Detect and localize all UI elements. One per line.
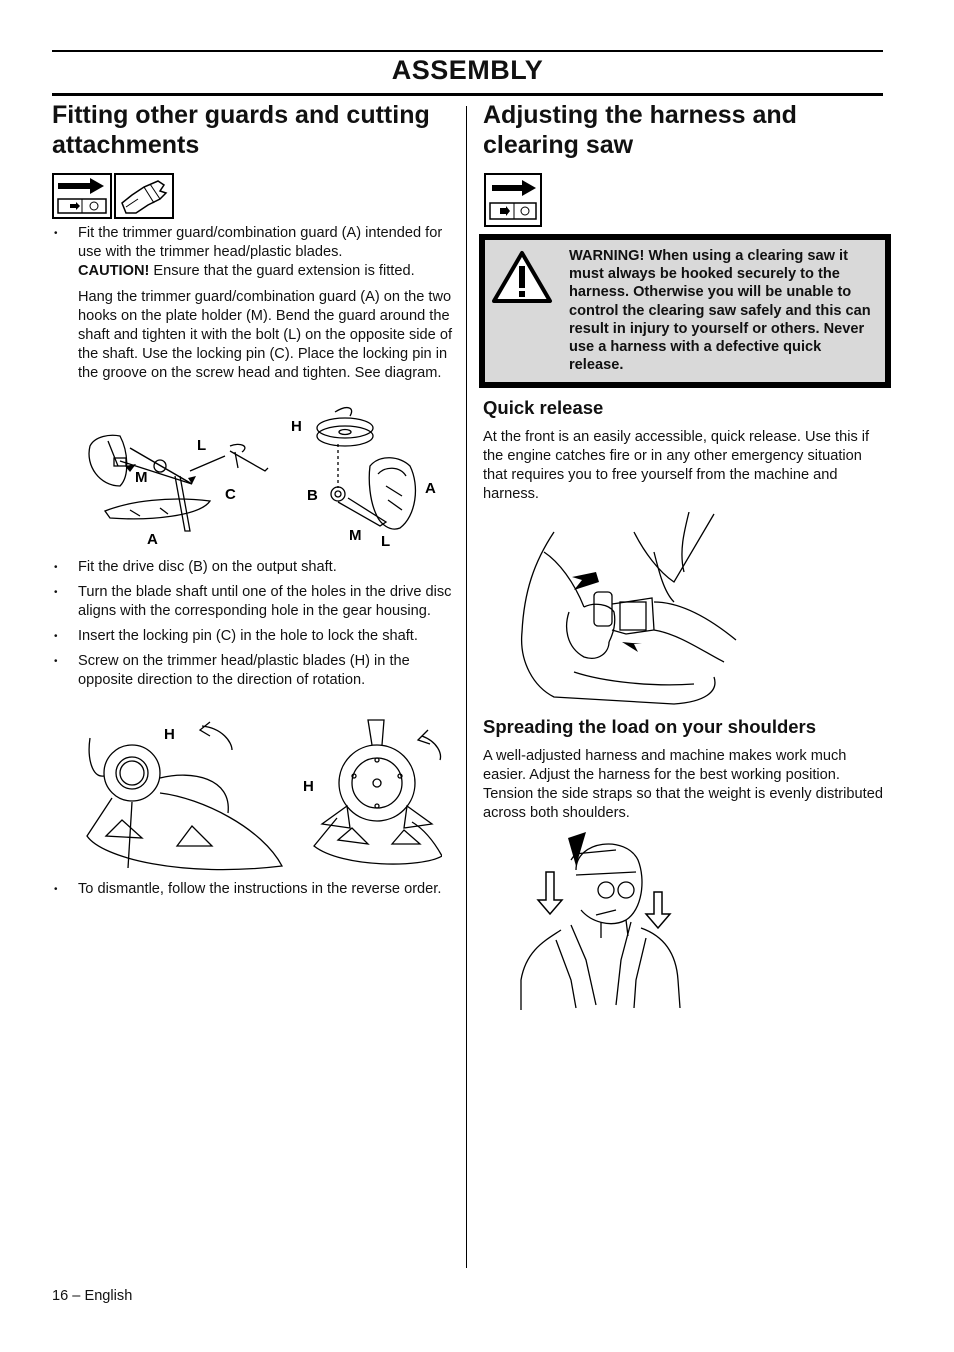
list-item [52,224,452,281]
quick-release-text: At the front is an easily accessible, quick release. Use this if the engine catches fire or in any other emergency situation that requires you to free yourself from the machine and harness. [483,429,870,502]
warning-triangle-icon [491,250,553,304]
right-heading: Adjusting the harness and clearing saw [483,101,797,159]
label-B: B [307,487,318,504]
label-M: M [135,469,148,486]
protective-glove-icon [114,173,174,219]
warning-box [479,234,891,388]
shoulder-load-illustration [516,830,686,1012]
quick-release-illustration [514,512,744,712]
left-paragraph: Hang the trimmer guard/combination guard (A) on the two hooks on the plate holder (M). Bend the guard around the shaft and tighten it with the bolt (L) on the opposite side of the shaft. Use the locking pin (C). Place the locking pin in the groove on the screw head and tighten. See diagram. [78,289,453,381]
label-H: H [291,418,302,435]
caution-text: Ensure that the guard extension is fitted. [149,263,415,279]
label-L: L [197,437,207,454]
bullet-text: Fit the trimmer guard/combination guard (A) intended for use with the trimmer head/plastic blades. [78,225,443,260]
label-H2: H [303,778,314,795]
quick-release-heading: Quick release [483,397,604,418]
page-footer: 16 – English [52,1288,133,1304]
label-L2: L [381,533,391,550]
trimmer-head-diagram [82,718,442,878]
manual-arrow-icon [484,173,544,227]
label-A: A [147,531,158,548]
header-rule-bottom [52,93,883,96]
label-M2: M [349,527,362,544]
left-heading: Fitting other guards and cutting attachments [52,101,430,159]
list-item: • Screw on the trimmer head/plastic blades (H) in the opposite direction to the direction of rotation. [52,652,452,690]
left-bullet-list-3 [52,880,452,899]
warning-text: WARNING! When using a clearing saw it must always be hooked securely to the harness. Otherwise you will be unable to control the clearing saw safely and this can result in injury to yourself or others. Never use a harness with a defective quick release. [569,248,871,374]
list-item: • Fit the drive disc (B) on the output shaft. [52,558,452,577]
list-item: • Turn the blade shaft until one of the holes in the drive disc aligns with the corresponding hole in the gear housing. [52,583,452,621]
list-item: • To dismantle, follow the instructions in the reverse order. [52,880,452,899]
column-divider [466,106,467,1268]
label-A2: A [425,480,436,497]
caution-label: CAUTION! [78,263,150,279]
list-item: • Insert the locking pin (C) in the hole to lock the shaft. [52,627,452,646]
spreading-heading: Spreading the load on your shoulders [483,716,817,737]
left-bullet-list-1 [52,224,452,281]
label-H1: H [164,726,175,743]
header-rule-top [52,50,883,52]
guard-fitting-diagram [80,406,450,551]
label-C: C [225,486,236,503]
left-bullet-list-2 [52,558,452,690]
spreading-text: A well-adjusted harness and machine makes work much easier. Adjust the harness for the best working position. Tension the side straps so that the weight is evenly distributed across both shoulders. [483,748,883,821]
warning-inner [485,240,885,382]
section-title: ASSEMBLY [391,55,544,85]
